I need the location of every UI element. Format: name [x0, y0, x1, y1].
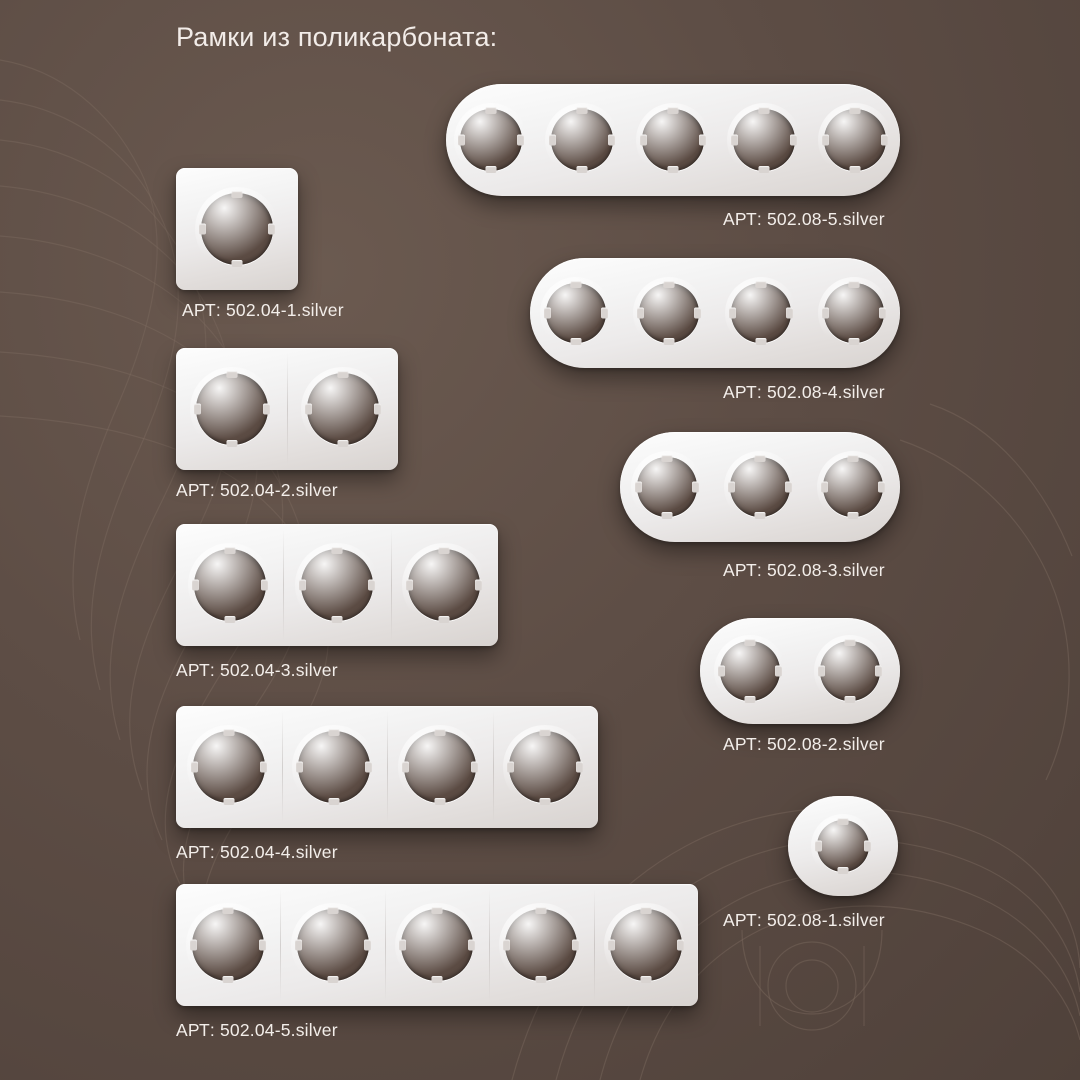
- frame-module: [800, 618, 900, 724]
- frame-caption-sq-2: АРТ: 502.04-2.silver: [176, 480, 338, 500]
- frame-body: [176, 168, 298, 290]
- frame-module: [493, 706, 599, 828]
- frame-body: [620, 432, 900, 542]
- aperture-notch-right: [374, 404, 381, 415]
- frame-aperture: [194, 549, 266, 621]
- module-seam: [287, 353, 288, 465]
- aperture-notch-left: [296, 762, 303, 773]
- aperture-notch-right: [365, 762, 372, 773]
- frame-caption-sq-5: АРТ: 502.04-5.silver: [176, 1020, 338, 1040]
- frame-caption-rd-5: АРТ: 502.08-5.silver: [723, 209, 885, 229]
- frame-aperture: [192, 909, 264, 981]
- aperture-notch-right: [881, 135, 888, 146]
- aperture-notch-top: [745, 639, 756, 646]
- frame-module: [391, 524, 498, 646]
- aperture-notch-bottom: [540, 798, 551, 805]
- frame-aperture: [404, 731, 476, 803]
- aperture-notch-right: [259, 940, 266, 951]
- aperture-notch-right: [790, 135, 797, 146]
- aperture-notch-bottom: [756, 338, 767, 345]
- frame-aperture: [298, 731, 370, 803]
- module-seam: [391, 529, 392, 641]
- aperture-notch-left: [731, 135, 738, 146]
- frame-aperture: [307, 373, 379, 445]
- aperture-notch-bottom: [431, 976, 442, 983]
- aperture-notch-right: [878, 482, 885, 493]
- product-frame-sq-4[interactable]: [176, 706, 598, 828]
- aperture-notch-left: [507, 762, 514, 773]
- frame-module: [808, 258, 901, 368]
- aperture-notch-bottom: [223, 798, 234, 805]
- product-frame-sq-5[interactable]: [176, 884, 698, 1006]
- frame-module: [176, 706, 282, 828]
- frame-aperture: [817, 820, 869, 872]
- aperture-notch-top: [756, 281, 767, 288]
- aperture-notch-top: [667, 107, 678, 114]
- frame-module: [809, 84, 900, 196]
- aperture-notch-left: [199, 224, 206, 235]
- frame-aperture: [297, 909, 369, 981]
- frame-aperture: [824, 109, 886, 171]
- aperture-notch-right: [879, 308, 886, 319]
- frame-aperture: [401, 909, 473, 981]
- module-seam: [594, 889, 595, 1001]
- module-seam: [385, 889, 386, 1001]
- aperture-notch-bottom: [745, 696, 756, 703]
- aperture-notch-right: [475, 580, 482, 591]
- frame-module: [385, 884, 489, 1006]
- frame-module: [713, 432, 806, 542]
- frame-aperture: [642, 109, 704, 171]
- aperture-notch-left: [728, 482, 735, 493]
- frame-aperture: [408, 549, 480, 621]
- aperture-notch-top: [439, 547, 450, 554]
- aperture-notch-top: [754, 455, 765, 462]
- frame-aperture: [505, 909, 577, 981]
- aperture-notch-left: [822, 135, 829, 146]
- aperture-notch-bottom: [848, 512, 859, 519]
- frame-module: [620, 432, 713, 542]
- aperture-notch-bottom: [667, 166, 678, 173]
- aperture-notch-left: [503, 940, 510, 951]
- aperture-notch-left: [637, 308, 644, 319]
- module-seam: [282, 711, 283, 823]
- frame-body: [176, 884, 698, 1006]
- aperture-notch-bottom: [329, 798, 340, 805]
- product-frame-sq-3[interactable]: [176, 524, 498, 646]
- frame-module: [387, 706, 493, 828]
- frame-aperture: [201, 193, 273, 265]
- frame-module: [594, 884, 698, 1006]
- frame-body: [530, 258, 900, 368]
- aperture-notch-right: [692, 482, 699, 493]
- frame-aperture: [193, 731, 265, 803]
- aperture-notch-right: [699, 135, 706, 146]
- aperture-notch-right: [875, 666, 882, 677]
- aperture-notch-top: [486, 107, 497, 114]
- aperture-notch-top: [232, 191, 243, 198]
- aperture-notch-right: [368, 580, 375, 591]
- aperture-notch-bottom: [571, 338, 582, 345]
- frame-module: [537, 84, 628, 196]
- aperture-notch-bottom: [226, 440, 237, 447]
- aperture-notch-right: [786, 308, 793, 319]
- product-frame-rd-2[interactable]: [700, 618, 900, 724]
- frame-aperture: [196, 373, 268, 445]
- aperture-notch-left: [458, 135, 465, 146]
- aperture-notch-top: [848, 455, 859, 462]
- aperture-notch-bottom: [849, 166, 860, 173]
- aperture-notch-bottom: [434, 798, 445, 805]
- frame-module: [280, 884, 384, 1006]
- frame-aperture: [733, 109, 795, 171]
- aperture-notch-left: [406, 580, 413, 591]
- module-seam: [387, 711, 388, 823]
- aperture-notch-right: [468, 940, 475, 951]
- aperture-notch-right: [694, 308, 701, 319]
- aperture-notch-left: [191, 762, 198, 773]
- frame-aperture: [509, 731, 581, 803]
- aperture-notch-left: [718, 666, 725, 677]
- aperture-notch-top: [577, 107, 588, 114]
- frame-module: [715, 258, 808, 368]
- aperture-notch-top: [223, 729, 234, 736]
- frame-body: [176, 348, 398, 470]
- aperture-notch-left: [818, 666, 825, 677]
- aperture-notch-left: [635, 482, 642, 493]
- aperture-notch-right: [268, 224, 275, 235]
- frame-module: [807, 432, 900, 542]
- aperture-notch-left: [549, 135, 556, 146]
- aperture-notch-left: [194, 404, 201, 415]
- aperture-notch-bottom: [754, 512, 765, 519]
- aperture-notch-bottom: [640, 976, 651, 983]
- aperture-notch-bottom: [758, 166, 769, 173]
- module-seam: [493, 711, 494, 823]
- frame-module: [283, 524, 390, 646]
- frame-module: [628, 84, 719, 196]
- aperture-notch-top: [661, 455, 672, 462]
- aperture-notch-right: [261, 580, 268, 591]
- product-frame-rd-3[interactable]: [620, 432, 900, 542]
- aperture-notch-top: [331, 547, 342, 554]
- aperture-notch-top: [223, 907, 234, 914]
- aperture-notch-left: [399, 940, 406, 951]
- frame-module: [530, 258, 623, 368]
- aperture-notch-right: [572, 940, 579, 951]
- aperture-notch-left: [544, 308, 551, 319]
- aperture-notch-top: [849, 107, 860, 114]
- frame-caption-rd-1: АРТ: 502.08-1.silver: [723, 910, 885, 930]
- product-frame-sq-1[interactable]: [176, 168, 298, 290]
- frame-aperture: [301, 549, 373, 621]
- aperture-notch-bottom: [232, 260, 243, 267]
- aperture-notch-right: [785, 482, 792, 493]
- frame-body: [446, 84, 900, 196]
- frame-module: [446, 84, 537, 196]
- aperture-notch-left: [192, 580, 199, 591]
- frame-aperture: [639, 283, 699, 343]
- aperture-notch-bottom: [486, 166, 497, 173]
- aperture-notch-top: [640, 907, 651, 914]
- frame-module: [489, 884, 593, 1006]
- aperture-notch-bottom: [663, 338, 674, 345]
- aperture-notch-top: [536, 907, 547, 914]
- frame-aperture: [551, 109, 613, 171]
- product-frame-rd-1[interactable]: [788, 796, 898, 896]
- frame-caption-rd-2: АРТ: 502.08-2.silver: [723, 734, 885, 754]
- frame-aperture: [460, 109, 522, 171]
- aperture-notch-bottom: [439, 616, 450, 623]
- aperture-notch-left: [640, 135, 647, 146]
- frame-body: [700, 618, 900, 724]
- frame-caption-sq-3: АРТ: 502.04-3.silver: [176, 660, 338, 680]
- frame-module: [176, 168, 298, 290]
- frame-module: [176, 348, 287, 470]
- aperture-notch-bottom: [327, 976, 338, 983]
- frame-aperture: [731, 283, 791, 343]
- frame-body: [176, 706, 598, 828]
- aperture-notch-right: [260, 762, 267, 773]
- frame-body: [176, 524, 498, 646]
- aperture-notch-left: [608, 940, 615, 951]
- frame-aperture: [610, 909, 682, 981]
- aperture-notch-bottom: [848, 338, 859, 345]
- aperture-notch-right: [608, 135, 615, 146]
- aperture-notch-bottom: [223, 976, 234, 983]
- aperture-notch-left: [729, 308, 736, 319]
- aperture-notch-bottom: [224, 616, 235, 623]
- aperture-notch-top: [337, 371, 348, 378]
- aperture-notch-right: [576, 762, 583, 773]
- frame-caption-rd-4: АРТ: 502.08-4.silver: [723, 382, 885, 402]
- aperture-notch-bottom: [845, 696, 856, 703]
- aperture-notch-right: [517, 135, 524, 146]
- frame-module: [788, 796, 898, 896]
- frame-aperture: [637, 457, 697, 517]
- aperture-notch-left: [822, 308, 829, 319]
- product-frame-rd-5[interactable]: [446, 84, 900, 196]
- frame-module: [287, 348, 398, 470]
- aperture-notch-top: [838, 818, 849, 825]
- aperture-notch-top: [758, 107, 769, 114]
- aperture-notch-top: [434, 729, 445, 736]
- aperture-notch-left: [821, 482, 828, 493]
- aperture-notch-top: [327, 907, 338, 914]
- aperture-notch-bottom: [661, 512, 672, 519]
- aperture-notch-right: [263, 404, 270, 415]
- frame-module: [718, 84, 809, 196]
- aperture-notch-top: [224, 547, 235, 554]
- aperture-notch-bottom: [536, 976, 547, 983]
- frame-caption-rd-3: АРТ: 502.08-3.silver: [723, 560, 885, 580]
- frame-aperture: [730, 457, 790, 517]
- aperture-notch-bottom: [838, 867, 849, 874]
- aperture-notch-right: [471, 762, 478, 773]
- aperture-notch-right: [364, 940, 371, 951]
- page-title: Рамки из поликарбоната:: [176, 22, 498, 52]
- aperture-notch-top: [663, 281, 674, 288]
- frame-aperture: [823, 457, 883, 517]
- aperture-notch-left: [402, 762, 409, 773]
- aperture-notch-top: [329, 729, 340, 736]
- module-seam: [489, 889, 490, 1001]
- frame-module: [700, 618, 800, 724]
- aperture-notch-bottom: [337, 440, 348, 447]
- aperture-notch-top: [226, 371, 237, 378]
- aperture-notch-top: [845, 639, 856, 646]
- aperture-notch-bottom: [577, 166, 588, 173]
- aperture-notch-right: [677, 940, 684, 951]
- frame-aperture: [824, 283, 884, 343]
- aperture-notch-left: [815, 841, 822, 852]
- frame-aperture: [820, 641, 880, 701]
- aperture-notch-left: [295, 940, 302, 951]
- aperture-notch-right: [775, 666, 782, 677]
- aperture-notch-top: [540, 729, 551, 736]
- module-seam: [280, 889, 281, 1001]
- aperture-notch-left: [305, 404, 312, 415]
- product-frame-sq-2[interactable]: [176, 348, 398, 470]
- frame-module: [282, 706, 388, 828]
- aperture-notch-top: [571, 281, 582, 288]
- aperture-notch-right: [601, 308, 608, 319]
- frame-module: [623, 258, 716, 368]
- frame-module: [176, 884, 280, 1006]
- aperture-notch-left: [190, 940, 197, 951]
- frame-aperture: [546, 283, 606, 343]
- aperture-notch-bottom: [331, 616, 342, 623]
- product-frame-rd-4[interactable]: [530, 258, 900, 368]
- aperture-notch-right: [864, 841, 871, 852]
- aperture-notch-left: [299, 580, 306, 591]
- aperture-notch-top: [431, 907, 442, 914]
- aperture-notch-top: [848, 281, 859, 288]
- frame-body: [788, 796, 898, 896]
- frame-caption-sq-4: АРТ: 502.04-4.silver: [176, 842, 338, 862]
- module-seam: [283, 529, 284, 641]
- frame-aperture: [720, 641, 780, 701]
- frame-caption-sq-1: АРТ: 502.04-1.silver: [182, 300, 344, 320]
- frame-module: [176, 524, 283, 646]
